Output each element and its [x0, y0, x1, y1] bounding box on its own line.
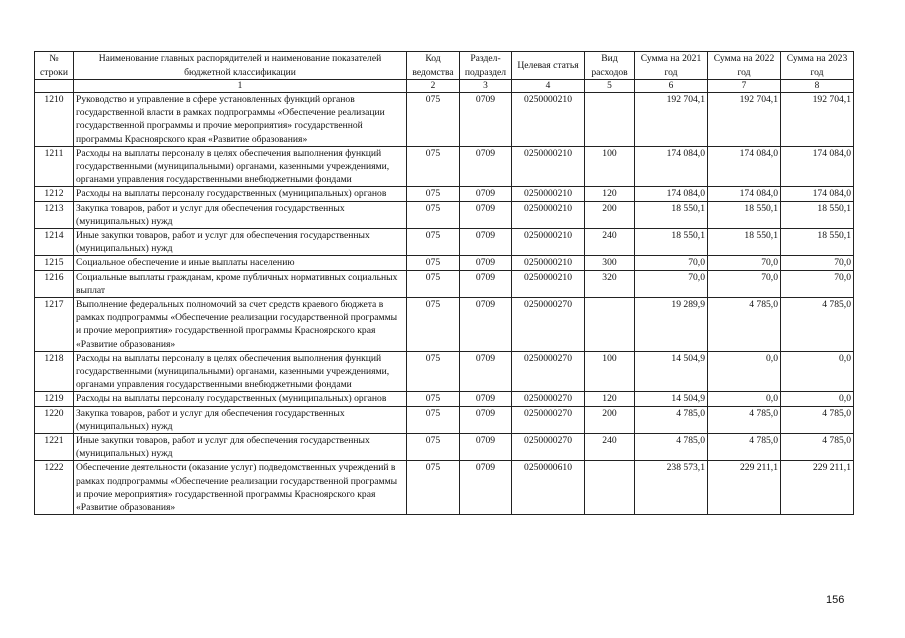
sum-2022-cell: 18 550,1 — [708, 201, 781, 228]
item-name-cell: Обеспечение деятельности (оказание услуг) подведомственных учреждений в рамках подпрограммы «Обеспечение реализации государственной программы и прочие мероприятия» государственной программы Красноярского края «Развитие образования» — [74, 461, 407, 515]
sum-2023-cell: 192 704,1 — [781, 93, 854, 147]
sum-2022-cell: 4 785,0 — [708, 298, 781, 352]
column-number: 6 — [635, 80, 708, 93]
department-code-cell: 075 — [407, 146, 460, 187]
section-cell: 0709 — [460, 229, 512, 256]
sum-2023-cell: 4 785,0 — [781, 434, 854, 461]
item-name-cell: Иные закупки товаров, работ и услуг для обеспечения государственных (муниципальных) нужд — [74, 434, 407, 461]
expense-type-cell: 320 — [585, 270, 635, 297]
expense-type-cell: 200 — [585, 406, 635, 433]
target-article-cell: 0250000610 — [512, 461, 585, 515]
expense-type-cell — [585, 298, 635, 352]
sum-2021-cell: 70,0 — [635, 270, 708, 297]
header-section: Раздел-подраздел — [460, 52, 512, 80]
table-row — [35, 434, 854, 461]
sum-2023-cell: 4 785,0 — [781, 406, 854, 433]
table-row — [35, 146, 854, 187]
department-code-cell: 075 — [407, 298, 460, 352]
department-code-cell: 075 — [407, 93, 460, 147]
table-row — [35, 187, 854, 201]
column-number — [35, 80, 74, 93]
target-article-cell: 0250000270 — [512, 406, 585, 433]
header-row-number: № строки — [35, 52, 74, 80]
column-number: 2 — [407, 80, 460, 93]
section-cell: 0709 — [460, 406, 512, 433]
row-number-cell: 1219 — [35, 392, 74, 406]
department-code-cell: 075 — [407, 351, 460, 392]
item-name-cell: Социальные выплаты гражданам, кроме публичных нормативных социальных выплат — [74, 270, 407, 297]
sum-2023-cell: 229 211,1 — [781, 461, 854, 515]
sum-2021-cell: 18 550,1 — [635, 229, 708, 256]
sum-2023-cell: 0,0 — [781, 351, 854, 392]
expense-type-cell: 240 — [585, 434, 635, 461]
sum-2022-cell: 70,0 — [708, 256, 781, 270]
sum-2022-cell: 70,0 — [708, 270, 781, 297]
sum-2022-cell: 229 211,1 — [708, 461, 781, 515]
sum-2022-cell: 0,0 — [708, 392, 781, 406]
department-code-cell: 075 — [407, 392, 460, 406]
department-code-cell: 075 — [407, 229, 460, 256]
section-cell: 0709 — [460, 201, 512, 228]
sum-2022-cell: 18 550,1 — [708, 229, 781, 256]
column-number: 4 — [512, 80, 585, 93]
sum-2022-cell: 192 704,1 — [708, 93, 781, 147]
table-row — [35, 406, 854, 433]
section-cell: 0709 — [460, 93, 512, 147]
sum-2023-cell: 18 550,1 — [781, 229, 854, 256]
table-row — [35, 229, 854, 256]
target-article-cell: 0250000270 — [512, 298, 585, 352]
sum-2023-cell: 0,0 — [781, 392, 854, 406]
item-name-cell: Расходы на выплаты персоналу государственных (муниципальных) органов — [74, 392, 407, 406]
sum-2022-cell: 0,0 — [708, 351, 781, 392]
sum-2023-cell: 174 084,0 — [781, 146, 854, 187]
sum-2021-cell: 174 084,0 — [635, 146, 708, 187]
table-row — [35, 93, 854, 147]
expense-type-cell — [585, 461, 635, 515]
sum-2022-cell: 174 084,0 — [708, 146, 781, 187]
item-name-cell: Расходы на выплаты персоналу в целях обеспечения выполнения функций государственными (муниципальными) органами, казенными учреждениями, органами управления государственными внебюджетными фондами — [74, 351, 407, 392]
item-name-cell: Закупка товаров, работ и услуг для обеспечения государственных (муниципальных) нужд — [74, 201, 407, 228]
department-code-cell: 075 — [407, 406, 460, 433]
sum-2023-cell: 4 785,0 — [781, 298, 854, 352]
header-expense-type: Вид расходов — [585, 52, 635, 80]
sum-2021-cell: 70,0 — [635, 256, 708, 270]
header-sum-2023: Сумма на 2023 год — [781, 52, 854, 80]
sum-2023-cell: 18 550,1 — [781, 201, 854, 228]
target-article-cell: 0250000270 — [512, 392, 585, 406]
target-article-cell: 0250000210 — [512, 270, 585, 297]
expense-type-cell: 200 — [585, 201, 635, 228]
sum-2021-cell: 4 785,0 — [635, 406, 708, 433]
expense-type-cell — [585, 93, 635, 147]
expense-type-cell: 240 — [585, 229, 635, 256]
table-row — [35, 392, 854, 406]
section-cell: 0709 — [460, 298, 512, 352]
sum-2021-cell: 174 084,0 — [635, 187, 708, 201]
expense-type-cell: 100 — [585, 146, 635, 187]
section-cell: 0709 — [460, 434, 512, 461]
sum-2023-cell: 70,0 — [781, 256, 854, 270]
row-number-cell: 1220 — [35, 406, 74, 433]
budget-table — [34, 51, 854, 515]
column-number: 5 — [585, 80, 635, 93]
sum-2021-cell: 192 704,1 — [635, 93, 708, 147]
column-number: 1 — [74, 80, 407, 93]
department-code-cell: 075 — [407, 434, 460, 461]
target-article-cell: 0250000270 — [512, 351, 585, 392]
sum-2021-cell: 18 550,1 — [635, 201, 708, 228]
sum-2021-cell: 238 573,1 — [635, 461, 708, 515]
sum-2021-cell: 19 289,9 — [635, 298, 708, 352]
header-name: Наименование главных распорядителей и наименование показателей бюджетной классификации — [74, 52, 407, 80]
expense-type-cell: 100 — [585, 351, 635, 392]
item-name-cell: Иные закупки товаров, работ и услуг для обеспечения государственных (муниципальных) нужд — [74, 229, 407, 256]
section-cell: 0709 — [460, 270, 512, 297]
target-article-cell: 0250000210 — [512, 201, 585, 228]
column-number-row — [35, 80, 854, 93]
sum-2022-cell: 174 084,0 — [708, 187, 781, 201]
table-row — [35, 461, 854, 515]
sum-2023-cell: 70,0 — [781, 270, 854, 297]
expense-type-cell: 120 — [585, 392, 635, 406]
target-article-cell: 0250000270 — [512, 434, 585, 461]
row-number-cell: 1210 — [35, 93, 74, 147]
table-row — [35, 351, 854, 392]
sum-2022-cell: 4 785,0 — [708, 406, 781, 433]
header-sum-2021: Сумма на 2021 год — [635, 52, 708, 80]
sum-2021-cell: 14 504,9 — [635, 351, 708, 392]
row-number-cell: 1214 — [35, 229, 74, 256]
section-cell: 0709 — [460, 146, 512, 187]
row-number-cell: 1211 — [35, 146, 74, 187]
sum-2022-cell: 4 785,0 — [708, 434, 781, 461]
header-sum-2022: Сумма на 2022 год — [708, 52, 781, 80]
department-code-cell: 075 — [407, 256, 460, 270]
item-name-cell: Расходы на выплаты персоналу в целях обеспечения выполнения функций государственными (муниципальными) органами, казенными учреждениями, органами управления государственными внебюджетными фондами — [74, 146, 407, 187]
item-name-cell: Выполнение федеральных полномочий за счет средств краевого бюджета в рамках подпрограммы «Обеспечение реализации государственной программы и прочие мероприятия» государственной программы Красноярского края «Развитие образования» — [74, 298, 407, 352]
header-target-article: Целевая статья — [512, 52, 585, 80]
department-code-cell: 075 — [407, 187, 460, 201]
table-row — [35, 201, 854, 228]
row-number-cell: 1215 — [35, 256, 74, 270]
target-article-cell: 0250000210 — [512, 146, 585, 187]
column-number: 8 — [781, 80, 854, 93]
department-code-cell: 075 — [407, 201, 460, 228]
target-article-cell: 0250000210 — [512, 229, 585, 256]
column-number: 3 — [460, 80, 512, 93]
table-row — [35, 256, 854, 270]
sum-2021-cell: 4 785,0 — [635, 434, 708, 461]
item-name-cell: Руководство и управление в сфере установленных функций органов государственной власти в рамках подпрограммы «Обеспечение реализации государственной программы и прочие мероприятия» государственной программы Красноярского края «Развитие образования» — [74, 93, 407, 147]
target-article-cell: 0250000210 — [512, 256, 585, 270]
row-number-cell: 1218 — [35, 351, 74, 392]
department-code-cell: 075 — [407, 461, 460, 515]
row-number-cell: 1222 — [35, 461, 74, 515]
row-number-cell: 1221 — [35, 434, 74, 461]
page-number: 156 — [826, 594, 845, 606]
table-row — [35, 298, 854, 352]
item-name-cell: Социальное обеспечение и иные выплаты населению — [74, 256, 407, 270]
sum-2021-cell: 14 504,9 — [635, 392, 708, 406]
department-code-cell: 075 — [407, 270, 460, 297]
row-number-cell: 1216 — [35, 270, 74, 297]
expense-type-cell: 300 — [585, 256, 635, 270]
section-cell: 0709 — [460, 461, 512, 515]
row-number-cell: 1213 — [35, 201, 74, 228]
section-cell: 0709 — [460, 392, 512, 406]
section-cell: 0709 — [460, 187, 512, 201]
table-body — [35, 93, 854, 515]
row-number-cell: 1212 — [35, 187, 74, 201]
item-name-cell: Закупка товаров, работ и услуг для обеспечения государственных (муниципальных) нужд — [74, 406, 407, 433]
target-article-cell: 0250000210 — [512, 93, 585, 147]
sum-2023-cell: 174 084,0 — [781, 187, 854, 201]
table-row — [35, 270, 854, 297]
target-article-cell: 0250000210 — [512, 187, 585, 201]
header-department-code: Код ведомства — [407, 52, 460, 80]
column-number: 7 — [708, 80, 781, 93]
item-name-cell: Расходы на выплаты персоналу государственных (муниципальных) органов — [74, 187, 407, 201]
row-number-cell: 1217 — [35, 298, 74, 352]
table-header-row — [35, 52, 854, 80]
section-cell: 0709 — [460, 351, 512, 392]
expense-type-cell: 120 — [585, 187, 635, 201]
section-cell: 0709 — [460, 256, 512, 270]
